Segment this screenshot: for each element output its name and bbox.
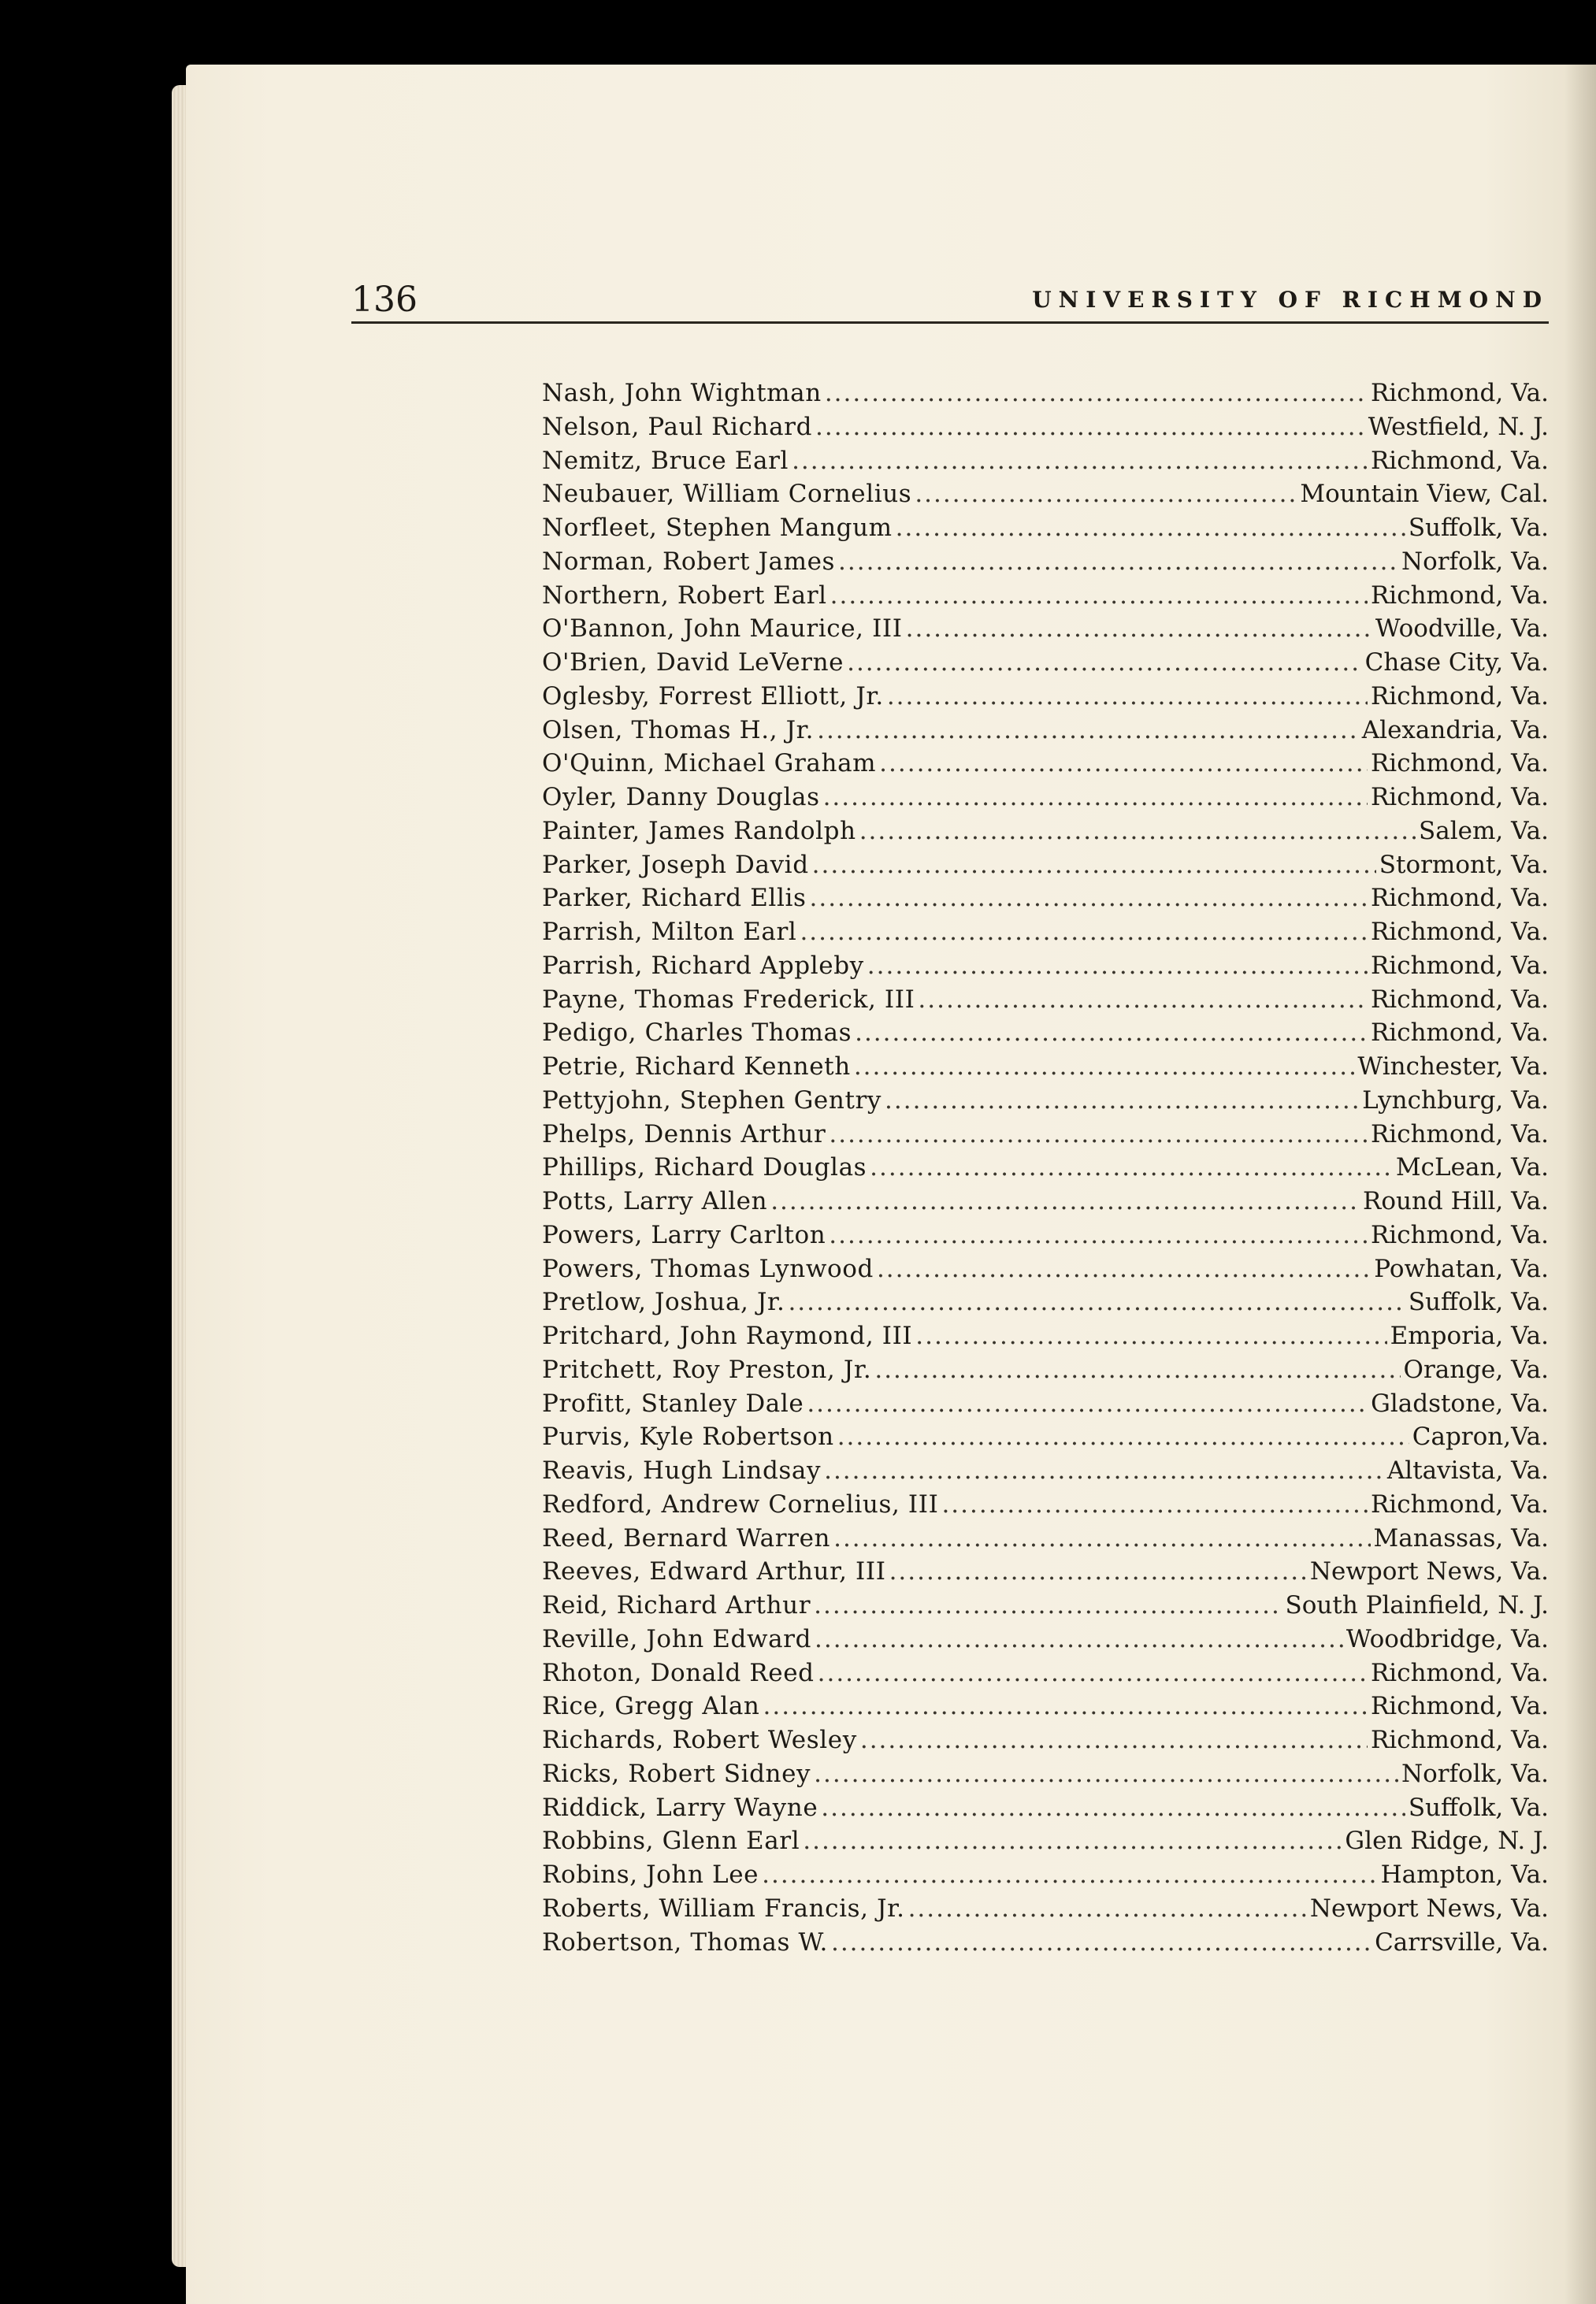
- entry-name: Painter, James Randolph: [542, 816, 856, 845]
- entry-name: Robertson, Thomas W.: [542, 1927, 828, 1957]
- entry-name: Reavis, Hugh Lindsay: [542, 1456, 822, 1485]
- entry-name: O'Brien, David LeVerne: [542, 648, 844, 677]
- dot-leader: [829, 1118, 1368, 1152]
- directory-entry: [542, 1926, 1549, 1960]
- entry-name: Parrish, Richard Appleby: [542, 951, 864, 980]
- dot-leader: [825, 377, 1368, 410]
- running-head: [351, 277, 1549, 323]
- header-rule: [351, 321, 1549, 324]
- directory-entry: [542, 983, 1549, 1017]
- directory-entry: [542, 1723, 1549, 1757]
- directory-entry: [542, 579, 1549, 613]
- dot-leader: [915, 1319, 1386, 1353]
- entry-name: Parker, Richard Ellis: [542, 884, 807, 913]
- entry-hometown: Woodville, Va.: [1375, 614, 1549, 644]
- directory-entry: [542, 1084, 1549, 1118]
- dot-leader: [814, 1589, 1282, 1623]
- dot-leader: [906, 612, 1372, 646]
- entry-name: Norman, Robert James: [542, 547, 836, 576]
- directory-entry: [542, 1623, 1549, 1657]
- entry-hometown: Richmond, Va.: [1370, 1490, 1549, 1519]
- entry-name: Olsen, Thomas H., Jr.: [542, 715, 815, 744]
- entry-name: Rice, Gregg Alan: [542, 1692, 760, 1721]
- directory-entry: [542, 1118, 1549, 1152]
- dot-leader: [896, 511, 1405, 545]
- entry-name: Reville, John Edward: [542, 1624, 812, 1653]
- entry-hometown: Gladstone, Va.: [1371, 1389, 1549, 1418]
- dot-leader: [807, 1387, 1368, 1421]
- dot-leader: [854, 1050, 1355, 1084]
- entry-hometown: Powhatan, Va.: [1374, 1254, 1549, 1283]
- dot-leader: [885, 1084, 1359, 1118]
- entry-hometown: Richmond, Va.: [1370, 379, 1549, 407]
- entry-name: Powers, Larry Carlton: [542, 1220, 826, 1249]
- dot-leader: [879, 747, 1368, 781]
- directory-entry: [542, 881, 1549, 915]
- dot-leader: [792, 444, 1368, 478]
- dot-leader: [870, 1151, 1393, 1185]
- entry-name: Pedigo, Charles Thomas: [542, 1018, 852, 1048]
- entry-hometown: Suffolk, Va.: [1408, 1288, 1549, 1317]
- entry-name: Nemitz, Bruce Earl: [542, 446, 789, 475]
- entry-name: Norfleet, Stephen Mangum: [542, 514, 893, 542]
- dot-leader: [809, 881, 1367, 915]
- entry-hometown: Richmond, Va.: [1370, 884, 1549, 913]
- dot-leader: [770, 1185, 1360, 1219]
- entry-name: Pritchett, Roy Preston, Jr.: [542, 1355, 872, 1384]
- dot-leader: [788, 1286, 1405, 1319]
- dot-leader: [877, 1252, 1371, 1286]
- dot-leader: [837, 1420, 1409, 1454]
- directory-entry: [542, 377, 1549, 410]
- page-number: 136: [351, 280, 418, 320]
- entry-hometown: Richmond, Va.: [1370, 918, 1549, 946]
- dot-leader: [815, 410, 1365, 444]
- entry-hometown: Richmond, Va.: [1370, 1220, 1549, 1249]
- directory-entry: [542, 781, 1549, 814]
- entry-hometown: Westfield, N. J.: [1368, 412, 1549, 441]
- entry-name: Reid, Richard Arthur: [542, 1591, 811, 1619]
- directory-entry: [542, 444, 1549, 478]
- entry-name: Purvis, Kyle Robertson: [542, 1423, 834, 1452]
- dot-leader: [918, 983, 1368, 1017]
- entry-name: Payne, Thomas Frederick, III: [542, 985, 915, 1014]
- directory-entry: [542, 1151, 1549, 1185]
- dot-leader: [887, 680, 1368, 714]
- dot-leader: [860, 1723, 1368, 1757]
- entry-hometown: Manassas, Va.: [1373, 1523, 1549, 1553]
- entry-hometown: Richmond, Va.: [1370, 749, 1549, 778]
- directory-entry: [542, 1555, 1549, 1589]
- directory-entry: [542, 747, 1549, 781]
- entry-name: O'Bannon, John Maurice, III: [542, 614, 903, 644]
- entry-name: Profitt, Stanley Dale: [542, 1389, 804, 1418]
- entry-hometown: Richmond, Va.: [1370, 1018, 1549, 1048]
- entry-hometown: Orange, Va.: [1403, 1355, 1549, 1384]
- entry-name: Oglesby, Forrest Elliott, Jr.: [542, 681, 884, 710]
- entry-name: Northern, Robert Earl: [542, 581, 827, 610]
- entry-hometown: McLean, Va.: [1395, 1153, 1549, 1182]
- dot-leader: [803, 1824, 1342, 1858]
- entry-hometown: Richmond, Va.: [1370, 1692, 1549, 1721]
- entry-name: Riddick, Larry Wayne: [542, 1793, 818, 1822]
- entry-name: O'Quinn, Michael Graham: [542, 749, 877, 778]
- entry-hometown: Richmond, Va.: [1370, 446, 1549, 475]
- directory-entry: [542, 1757, 1549, 1791]
- entry-name: Reeves, Edward Arthur, III: [542, 1557, 886, 1586]
- entry-name: Parrish, Milton Earl: [542, 918, 797, 946]
- entry-name: Rhoton, Donald Reed: [542, 1658, 815, 1687]
- dot-leader: [859, 814, 1416, 848]
- directory-entry: [542, 949, 1549, 983]
- directory-entry: [542, 1353, 1549, 1387]
- directory-entry: [542, 1791, 1549, 1825]
- entry-hometown: Carrsville, Va.: [1375, 1927, 1549, 1957]
- directory-entry: [542, 1016, 1549, 1050]
- directory-entry: [542, 1286, 1549, 1319]
- entry-name: Robbins, Glenn Earl: [542, 1827, 800, 1856]
- directory-entry: [542, 1892, 1549, 1926]
- dot-leader: [817, 714, 1359, 748]
- directory-entry: [542, 1185, 1549, 1219]
- entry-name: Powers, Thomas Lynwood: [542, 1254, 874, 1283]
- entry-hometown: Mountain View, Cal.: [1300, 480, 1549, 509]
- entry-name: Roberts, William Francis, Jr.: [542, 1894, 905, 1923]
- entry-hometown: Newport News, Va.: [1309, 1557, 1549, 1586]
- entry-hometown: Round Hill, Va.: [1363, 1187, 1549, 1215]
- entry-name: Nelson, Paul Richard: [542, 412, 813, 441]
- directory-entry: [542, 1252, 1549, 1286]
- directory-entry: [542, 714, 1549, 748]
- dot-leader: [818, 1657, 1368, 1690]
- dot-leader: [847, 646, 1362, 680]
- entry-hometown: Richmond, Va.: [1370, 581, 1549, 610]
- dot-leader: [941, 1488, 1368, 1522]
- directory-entry: [542, 545, 1549, 579]
- entry-hometown: Newport News, Va.: [1309, 1894, 1549, 1923]
- dot-leader: [833, 1522, 1370, 1556]
- entry-name: Parker, Joseph David: [542, 850, 809, 879]
- directory-entry: [542, 1522, 1549, 1556]
- entry-name: Oyler, Danny Douglas: [542, 783, 820, 811]
- entry-hometown: Richmond, Va.: [1370, 951, 1549, 980]
- directory-entry: [542, 1858, 1549, 1892]
- entry-hometown: Emporia, Va.: [1390, 1322, 1549, 1350]
- gutter-shadow: [1564, 65, 1596, 2304]
- entry-hometown: Richmond, Va.: [1370, 1119, 1549, 1148]
- entry-hometown: Norfolk, Va.: [1401, 547, 1549, 576]
- directory-entry: [542, 477, 1549, 511]
- directory-entry: [542, 1488, 1549, 1522]
- entry-name: Ricks, Robert Sidney: [542, 1759, 811, 1788]
- dot-leader: [915, 477, 1297, 511]
- directory-entry: [542, 410, 1549, 444]
- dot-leader: [823, 781, 1368, 814]
- dot-leader: [821, 1791, 1405, 1825]
- entry-name: Redford, Andrew Cornelius, III: [542, 1490, 939, 1519]
- entry-name: Nash, John Wightman: [542, 379, 822, 407]
- directory-entry: [542, 511, 1549, 545]
- dot-leader: [812, 848, 1376, 882]
- dot-leader: [815, 1623, 1343, 1657]
- dot-leader: [830, 579, 1368, 613]
- entry-hometown: Suffolk, Va.: [1408, 1793, 1549, 1822]
- entry-hometown: Richmond, Va.: [1370, 1726, 1549, 1754]
- entry-hometown: Altavista, Va.: [1386, 1456, 1549, 1485]
- entry-name: Petrie, Richard Kenneth: [542, 1052, 851, 1081]
- directory-entry: [542, 680, 1549, 714]
- directory-entry: [542, 915, 1549, 949]
- entry-hometown: Woodbridge, Va.: [1345, 1624, 1549, 1653]
- entry-hometown: Alexandria, Va.: [1361, 715, 1549, 744]
- entry-name: Richards, Robert Wesley: [542, 1726, 857, 1754]
- entry-hometown: Salem, Va.: [1419, 816, 1549, 845]
- entry-hometown: Suffolk, Va.: [1408, 514, 1549, 542]
- directory-entry: [542, 1219, 1549, 1252]
- entry-hometown: Capron,Va.: [1412, 1423, 1549, 1452]
- entry-hometown: Lynchburg, Va.: [1362, 1085, 1549, 1115]
- entry-hometown: Chase City, Va.: [1364, 648, 1549, 677]
- directory-entry: [542, 1420, 1549, 1454]
- entry-hometown: Richmond, Va.: [1370, 1658, 1549, 1687]
- directory-list: [542, 377, 1549, 1959]
- entry-hometown: Richmond, Va.: [1370, 681, 1549, 710]
- entry-name: Pritchard, John Raymond, III: [542, 1322, 913, 1350]
- dot-leader: [889, 1555, 1307, 1589]
- dot-leader: [824, 1454, 1384, 1488]
- dot-leader: [908, 1892, 1307, 1926]
- directory-entry: [542, 1824, 1549, 1858]
- dot-leader: [855, 1016, 1368, 1050]
- dot-leader: [831, 1926, 1371, 1960]
- entry-name: Potts, Larry Allen: [542, 1187, 768, 1215]
- entry-hometown: Glen Ridge, N. J.: [1345, 1827, 1549, 1856]
- entry-hometown: Stormont, Va.: [1379, 850, 1549, 879]
- entry-name: Phelps, Dennis Arthur: [542, 1119, 826, 1148]
- dot-leader: [800, 915, 1368, 949]
- directory-entry: [542, 1657, 1549, 1690]
- directory-entry: [542, 1589, 1549, 1623]
- dot-leader: [763, 1690, 1368, 1723]
- dot-leader: [867, 949, 1368, 983]
- directory-entry: [542, 814, 1549, 848]
- entry-hometown: Hampton, Va.: [1380, 1861, 1549, 1889]
- dot-leader: [838, 545, 1398, 579]
- directory-entry: [542, 848, 1549, 882]
- dot-leader: [829, 1219, 1368, 1252]
- entry-name: Phillips, Richard Douglas: [542, 1153, 867, 1182]
- directory-entry: [542, 1454, 1549, 1488]
- directory-entry: [542, 646, 1549, 680]
- directory-entry: [542, 1387, 1549, 1421]
- entry-name: Pettyjohn, Stephen Gentry: [542, 1085, 882, 1115]
- entry-name: Robins, John Lee: [542, 1861, 759, 1889]
- entry-hometown: Norfolk, Va.: [1401, 1759, 1549, 1788]
- dot-leader: [762, 1858, 1377, 1892]
- dot-leader: [874, 1353, 1400, 1387]
- entry-hometown: Richmond, Va.: [1370, 985, 1549, 1014]
- entry-hometown: Winchester, Va.: [1357, 1052, 1549, 1081]
- running-title: UNIVERSITY OF RICHMOND: [1032, 287, 1549, 313]
- directory-entry: [542, 1319, 1549, 1353]
- dot-leader: [814, 1757, 1398, 1791]
- entry-name: Reed, Bernard Warren: [542, 1523, 831, 1553]
- entry-hometown: South Plainfield, N. J.: [1285, 1591, 1549, 1619]
- directory-entry: [542, 1690, 1549, 1723]
- entry-name: Pretlow, Joshua, Jr.: [542, 1288, 785, 1317]
- directory-entry: [542, 612, 1549, 646]
- entry-name: Neubauer, William Cornelius: [542, 480, 912, 509]
- entry-hometown: Richmond, Va.: [1370, 783, 1549, 811]
- directory-entry: [542, 1050, 1549, 1084]
